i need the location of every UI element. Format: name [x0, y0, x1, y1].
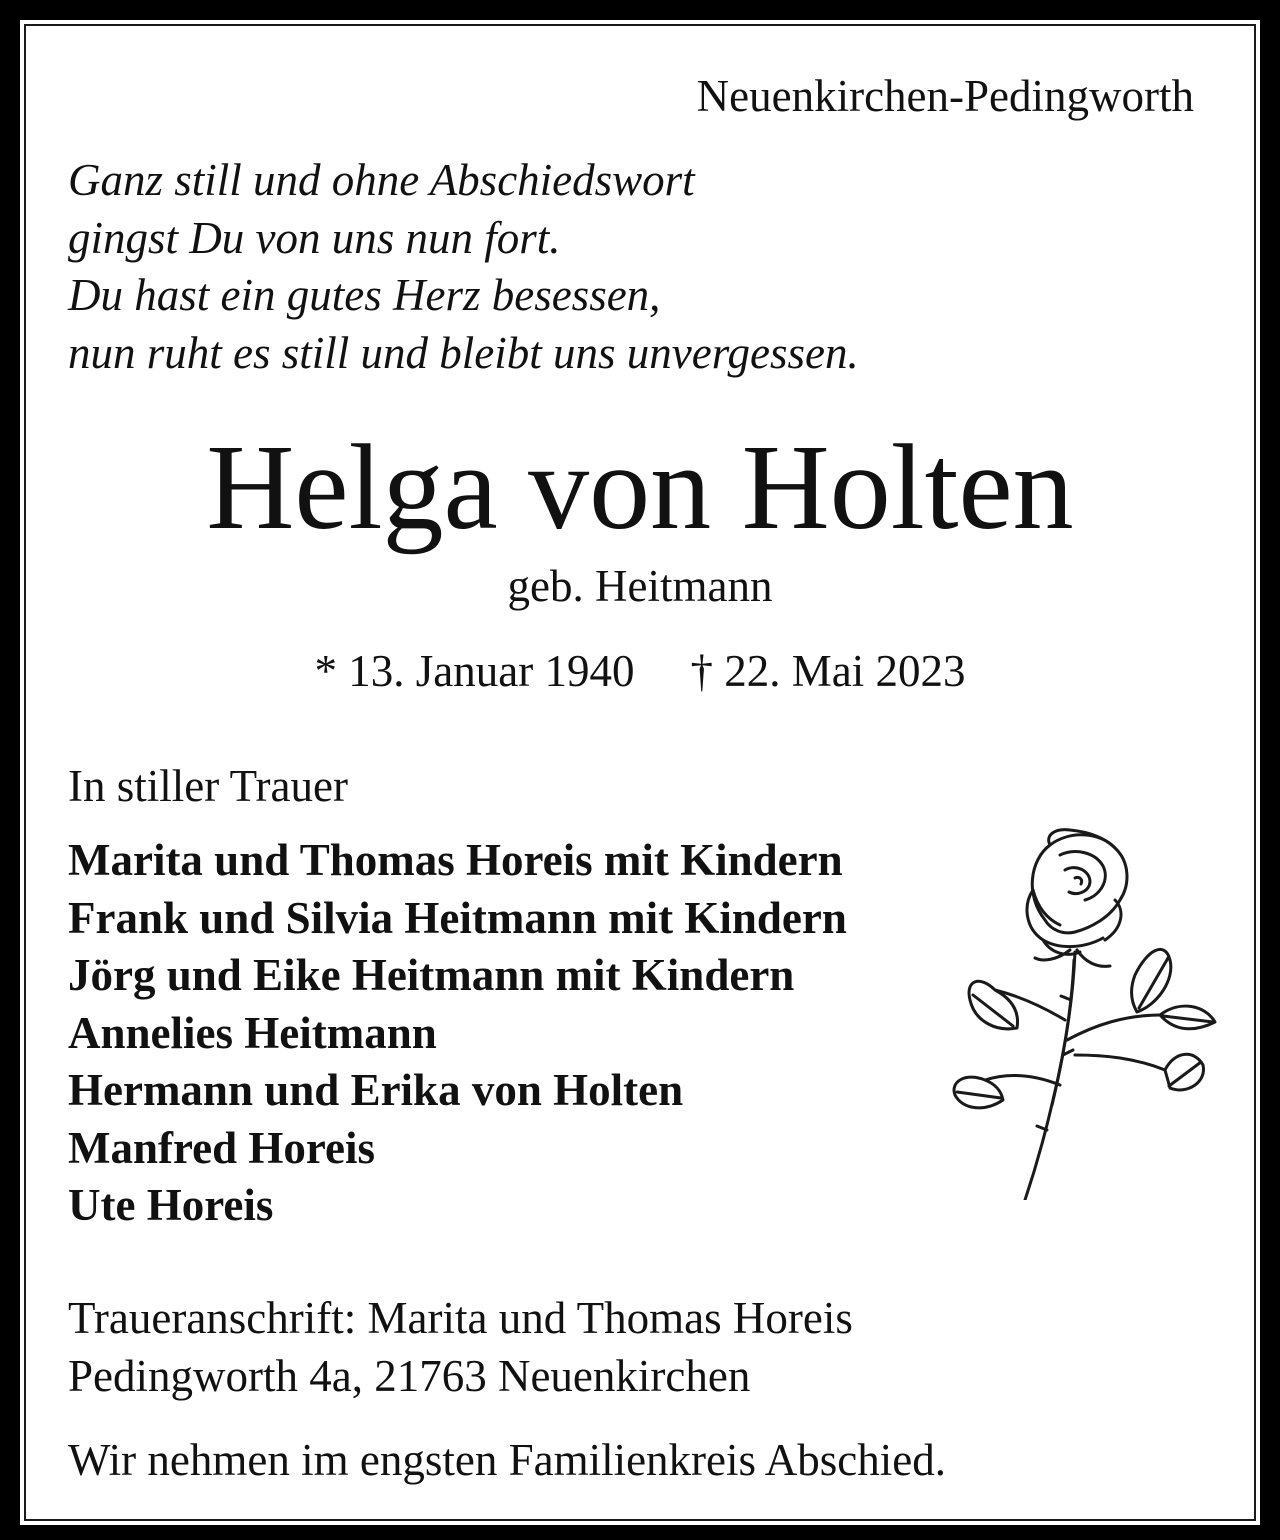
maiden-name: geb. Heitmann	[507, 561, 773, 611]
farewell-note: Wir nehmen im engsten Familienkreis Abschied.	[68, 1435, 947, 1485]
mourner-entry: Jörg und Eike Heitmann mit Kindern	[68, 950, 795, 1000]
mourner-entry: Frank und Silvia Heitmann mit Kindern	[68, 892, 847, 943]
address-line: Traueranschrift: Marita und Thomas Horeis	[68, 1293, 853, 1343]
life-dates	[20, 645, 1260, 697]
poem-line: gingst Du von uns nun fort.	[68, 212, 561, 263]
poem-line: Ganz still und ohne Abschiedswort	[68, 155, 695, 205]
mourners-list	[68, 832, 847, 1235]
poem-verse	[68, 152, 859, 382]
deceased-name: Helga von Holten	[206, 420, 1074, 555]
obituary-card	[20, 20, 1260, 1525]
address-line: Pedingworth 4a, 21763 Neuenkirchen	[68, 1350, 751, 1401]
death-date: † 22. Mai 2023	[690, 646, 966, 696]
birth-date: * 13. Januar 1940	[314, 646, 635, 696]
poem-line: Du hast ein gutes Herz besessen,	[68, 270, 661, 320]
mourner-entry: Ute Horeis	[68, 1180, 274, 1230]
mourner-entry: Marita und Thomas Horeis mit Kindern	[68, 835, 843, 885]
rose-icon	[925, 800, 1225, 1200]
mourner-entry: Annelies Heitmann	[68, 1007, 437, 1058]
mourner-entry: Manfred Horeis	[68, 1122, 376, 1173]
mourner-entry: Hermann und Erika von Holten	[68, 1065, 684, 1115]
mourning-intro: In stiller Trauer	[68, 761, 348, 811]
location-header: Neuenkirchen-Pedingworth	[696, 71, 1194, 121]
poem-line: nun ruht es still und bleibt uns unvergessen.	[68, 327, 859, 378]
mourning-address	[68, 1290, 853, 1405]
